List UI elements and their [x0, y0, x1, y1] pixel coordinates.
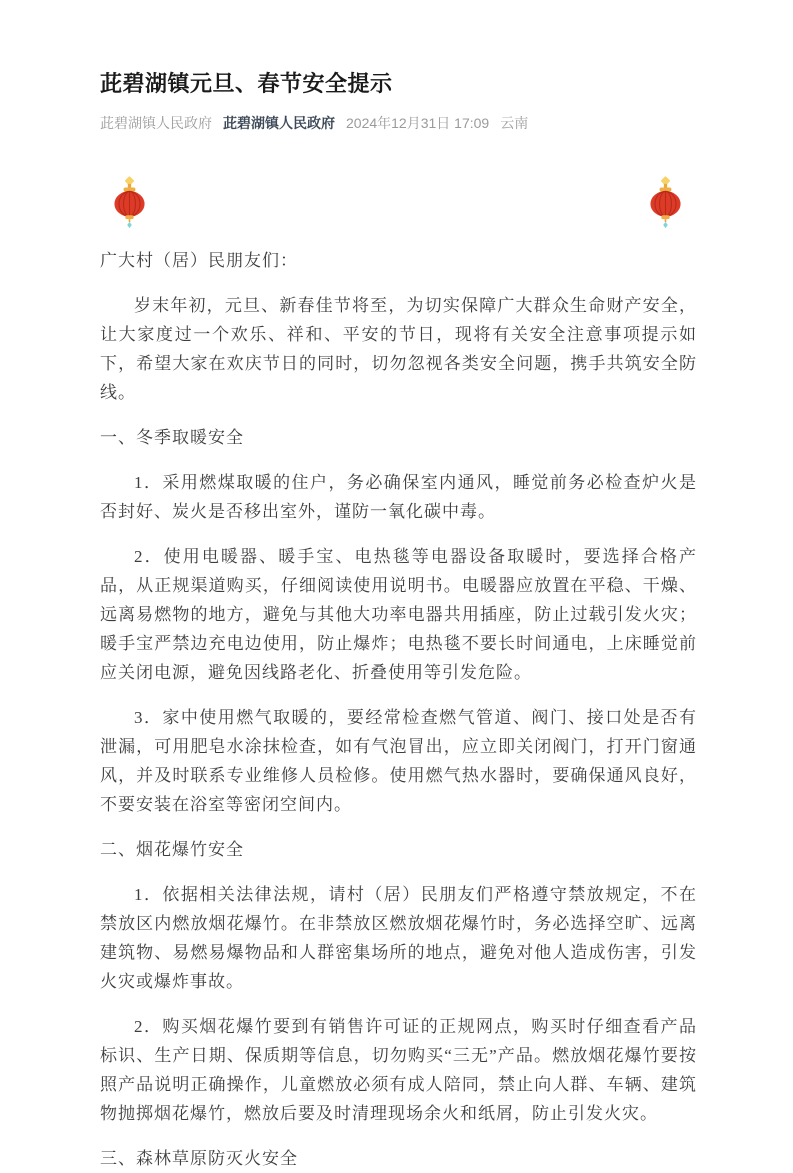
section-2-paragraph-2: 2．购买烟花爆竹要到有销售许可证的正规网点，购买时仔细查看产品标识、生产日期、保质期等信息，切勿购买“三无”产品。燃放烟花爆竹要按照产品说明正确操作，儿童燃放必须有成人陪同，禁止向人群、车辆、建筑物抛掷烟花爆竹，燃放后要及时清理现场余火和纸屑，防止引发火灾。: [100, 1016, 697, 1123]
byline: [100, 114, 697, 134]
section-1-paragraph-2: 2．使用电暖器、暖手宝、电热毯等电器设备取暖时，要选择合格产品，从正规渠道购买，仔细阅读使用说明书。电暖器应放置在平稳、干燥、远离易燃物的地方，避免与其他大功率电器共用插座，防止过载引发火灾；暖手宝严禁边充电边使用，防止爆炸；电热毯不要长时间通电，上床睡觉前应关闭电源，避免因线路老化、折叠使用等引发危险。: [100, 546, 697, 682]
intro-paragraph: 岁末年初，元旦、新春佳节将至，为切实保障广大群众生命财产安全，让大家度过一个欢乐、祥和、平安的节日，现将有关安全注意事项提示如下，希望大家在欢庆节日的同时，切勿忽视各类安全问题，携手共筑安全防线。: [100, 295, 697, 402]
section-1-paragraph-1: 1．采用燃煤取暖的住户，务必确保室内通风，睡觉前务必检查炉火是否封好、炭火是否移出室外，谨防一氧化碳中毒。: [100, 472, 697, 521]
article-body: [100, 246, 697, 1173]
byline-account-link[interactable]: 茈碧湖镇人民政府: [223, 115, 335, 132]
red-lantern-icon: [111, 176, 148, 229]
byline-location: 云南: [500, 115, 529, 132]
section-heading-1: 一、冬季取暖安全: [100, 427, 244, 447]
salutation: 广大村（居）民朋友们：: [100, 250, 298, 270]
lantern-decoration-row: [100, 176, 697, 229]
byline-date: 2024年12月31日 17:09: [346, 115, 490, 132]
article-title: 茈碧湖镇元旦、春节安全提示: [100, 70, 393, 96]
section-2-paragraph-1: 1．依据相关法律法规，请村（居）民朋友们严格遵守禁放规定，不在禁放区内燃放烟花爆竹。在非禁放区燃放烟花爆竹时，务必选择空旷、远离建筑物、易燃易爆物品和人群密集场所的地点，避免对他人造成伤害，引发火灾或爆炸事故。: [100, 884, 697, 991]
section-heading-3: 三、森林草原防灭火安全: [100, 1148, 298, 1168]
section-heading-2: 二、烟花爆竹安全: [100, 839, 244, 859]
byline-author: 茈碧湖镇人民政府: [100, 115, 212, 132]
red-lantern-icon: [647, 176, 684, 229]
section-1-paragraph-3: 3．家中使用燃气取暖的，要经常检查燃气管道、阀门、接口处是否有泄漏，可用肥皂水涂抹检查，如有气泡冒出，应立即关闭阀门，打开门窗通风，并及时联系专业维修人员检修。使用燃气热水器时，要确保通风良好，不要安装在浴室等密闭空间内。: [100, 707, 697, 814]
